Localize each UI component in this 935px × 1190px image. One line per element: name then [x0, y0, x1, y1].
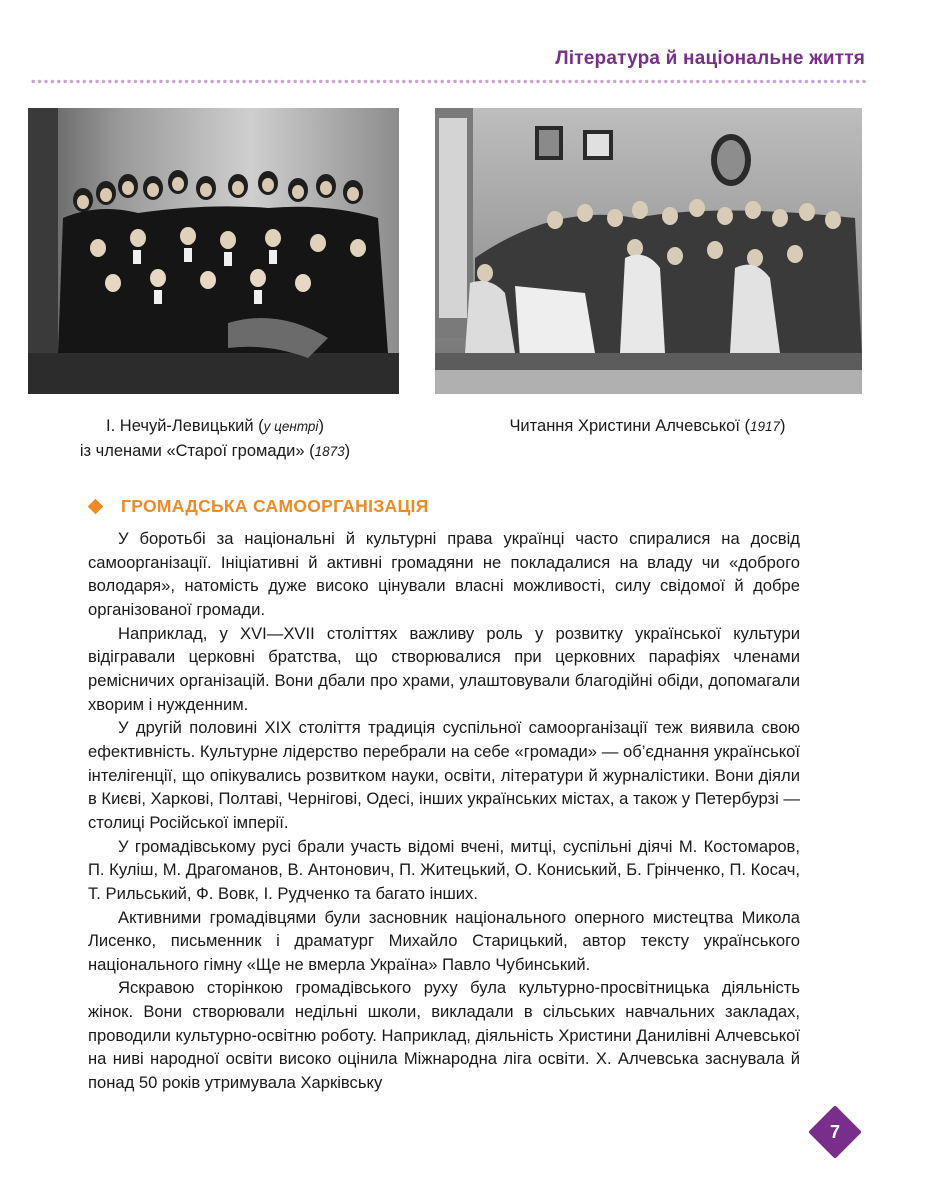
paragraph: Активними громадівцями були засновник національного оперного мистецтва Микола Лисенко, письменник і драматург Михайло Старицький, автор тексту українського національного гімну «Ще не вмерла Україна» Павло Чубинський.: [88, 907, 800, 974]
paragraph: Наприклад, у XVI—XVII століттях важливу роль у розвитку української культури відігравали церковні братства, що створювалися при церковних парафіях членами ремісничих організацій. Вони дбали про храми, улаштовували благодійні обіди, допомагали хворим і нужденним.: [88, 623, 800, 714]
group-photo-women-reading-icon: [435, 108, 862, 394]
caption-line: [40, 439, 390, 464]
paragraph: Яскравою сторінкою громадівського руху була культурно-просвітницька діяльність жінок. Вони створювали недільні школи, викладали в сільських навчальних закладах, проводили культурно-освітню роботу. Наприклад, діяльність Христини Данилівні Алчевської на ниві народної освіти високо оцінила Міжнародна ліга освіти. Х. Алчевська заснувала й понад 50 років утримувала Харківську: [88, 978, 800, 1093]
caption-line: [40, 414, 390, 439]
running-header-title: Література й національне життя: [555, 48, 865, 69]
caption-text: І. Нечуй-Левицький (: [106, 417, 264, 435]
body-text: [88, 527, 800, 1095]
caption-italic: у центрі: [263, 419, 319, 434]
caption-line: [455, 414, 840, 439]
page-number-badge: [808, 1105, 862, 1159]
paragraph: У громадівському русі брали участь відомі вчені, митці, суспільні діячі М. Костомаров, П. Куліш, М. Драгоманов, В. Антонович, П. Житецький, О. Кониський, Б. Грінченко, П. Косач, Т. Рильський, Ф. Вовк, І. Рудченко та багато інших.: [88, 836, 800, 903]
photo-caption-men: [40, 414, 390, 464]
diamond-bullet-icon: [88, 499, 104, 515]
header-dotted-divider: [30, 79, 866, 84]
paragraph: У другій половині XIX століття традиція суспільної самоорганізації теж виявила свою ефективність. Культурне лідерство перебрали на себе «громади» — об’єднання української інтелігенції, що опікувались розвитком науки, освіти, літератури й журналістики. Вони діяли в Києві, Харкові, Полтаві, Чернігові, Одесі, інших українських містах, а також у Петербурзі — столиці Російської імперії.: [88, 718, 800, 832]
paragraph: У боротьбі за національні й культурні права українці часто спиралися на досвід самоорганізації. Ініціативні й активні громадяни не покладалися на владу чи «доброго володаря», натомість дуже високо цінували власні можливості, силу свідомої й добре організованої громади.: [88, 529, 800, 619]
caption-text: із членами «Старої громади» (: [79, 442, 315, 460]
photo-caption-women: [455, 414, 840, 439]
section-heading: [90, 496, 429, 517]
caption-year: 1873: [314, 444, 345, 459]
section-heading-text: ГРОМАДСЬКА САМООРГАНІЗАЦІЯ: [121, 496, 429, 516]
caption-text: ): [318, 417, 324, 435]
caption-text: ): [344, 442, 351, 460]
caption-text: Читання Христини Алчевської (: [509, 417, 750, 435]
caption-year: 1917: [750, 419, 781, 434]
page-number: 7: [829, 1122, 840, 1142]
group-photo-men-icon: [28, 108, 399, 394]
caption-text: ): [780, 417, 786, 435]
